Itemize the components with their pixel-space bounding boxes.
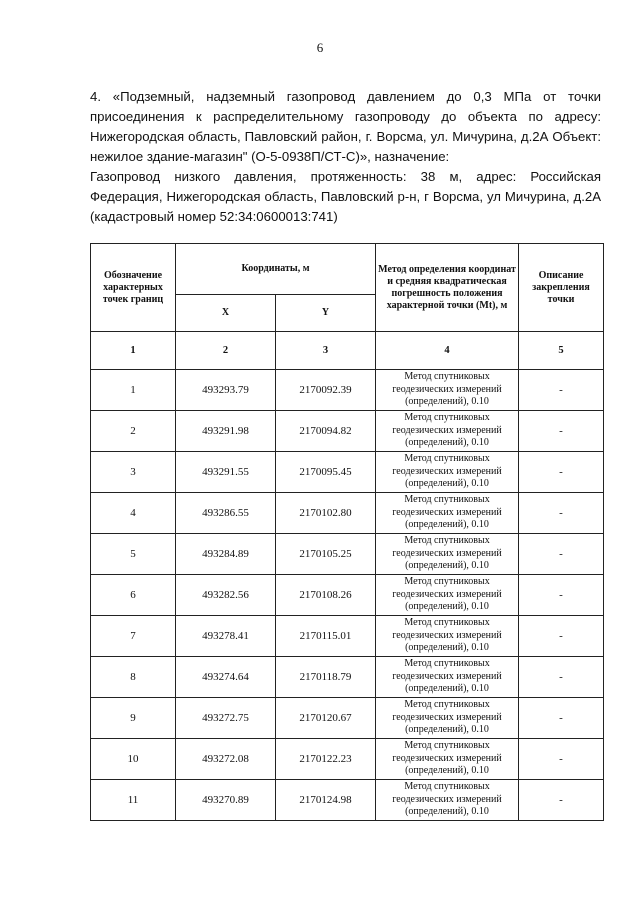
table-row [91,780,604,821]
coordinates-table [90,243,604,821]
header-y: Y [276,295,376,332]
point-cell: 1 [91,370,176,411]
method-cell: Метод спутниковых геодезических измерений (определений), 0.10 [376,534,519,575]
x-coordinate-cell: 493278.41 [176,616,276,657]
intro-paragraph-pipeline: Газопровод низкого давления, протяженность: 38 м, адрес: Российская Федерация, Нижегородская область, Павловский р-н, г Ворсма, ул Мичурина, д.2А (кадастровый номер 52:34:0600013:741) [90,169,601,224]
point-cell: 11 [91,780,176,821]
point-cell: 2 [91,411,176,452]
table-row [91,657,604,698]
header-x: X [176,295,276,332]
x-coordinate-cell: 493272.75 [176,698,276,739]
method-cell: Метод спутниковых геодезических измерений (определений), 0.10 [376,616,519,657]
x-coordinate-cell: 493270.89 [176,780,276,821]
description-cell: - [519,411,604,452]
description-cell: - [519,575,604,616]
description-cell: - [519,534,604,575]
point-cell: 7 [91,616,176,657]
point-cell: 3 [91,452,176,493]
table-row [91,575,604,616]
description-cell: - [519,739,604,780]
method-cell: Метод спутниковых геодезических измерений (определений), 0.10 [376,452,519,493]
y-coordinate-cell: 2170108.26 [276,575,376,616]
header-designation: Обозначение характерных точек границ [91,244,176,332]
header-method: Метод определения координат и средняя квадратическая погрешность положения характерной точки (Mt), м [376,244,519,332]
column-number: 2 [176,332,276,370]
point-cell: 5 [91,534,176,575]
y-coordinate-cell: 2170115.01 [276,616,376,657]
table-row [91,698,604,739]
y-coordinate-cell: 2170124.98 [276,780,376,821]
method-cell: Метод спутниковых геодезических измерений (определений), 0.10 [376,698,519,739]
point-cell: 10 [91,739,176,780]
coordinates-table-container [90,243,603,821]
method-cell: Метод спутниковых геодезических измерений (определений), 0.10 [376,739,519,780]
point-cell: 9 [91,698,176,739]
y-coordinate-cell: 2170102.80 [276,493,376,534]
column-number-row [91,332,604,370]
page-number: 6 [316,40,324,55]
y-coordinate-cell: 2170092.39 [276,370,376,411]
y-coordinate-cell: 2170122.23 [276,739,376,780]
table-row [91,534,604,575]
y-coordinate-cell: 2170120.67 [276,698,376,739]
method-cell: Метод спутниковых геодезических измерений (определений), 0.10 [376,657,519,698]
description-cell: - [519,616,604,657]
description-cell: - [519,698,604,739]
description-cell: - [519,780,604,821]
table-row [91,370,604,411]
method-cell: Метод спутниковых геодезических измерений (определений), 0.10 [376,370,519,411]
column-number: 4 [376,332,519,370]
x-coordinate-cell: 493282.56 [176,575,276,616]
table-row [91,739,604,780]
header-description: Описание закрепления точки [519,244,604,332]
x-coordinate-cell: 493291.98 [176,411,276,452]
method-cell: Метод спутниковых геодезических измерений (определений), 0.10 [376,575,519,616]
column-number: 3 [276,332,376,370]
method-cell: Метод спутниковых геодезических измерений (определений), 0.10 [376,493,519,534]
column-number: 5 [519,332,604,370]
description-cell: - [519,370,604,411]
table-row [91,493,604,534]
document-intro [90,87,601,227]
y-coordinate-cell: 2170118.79 [276,657,376,698]
intro-paragraph-object: 4. «Подземный, надземный газопровод давлением до 0,3 МПа от точки присоединения к распределительному газопроводу до объекта по адресу: Нижегородская область, Павловский район, г. Ворсма, ул. Мичурина, д.2А Объект: нежилое здание-магазин" (О-5-0938П/СТ-С)», назначение: [90,89,601,164]
table-row [91,616,604,657]
table-row [91,411,604,452]
y-coordinate-cell: 2170105.25 [276,534,376,575]
x-coordinate-cell: 493291.55 [176,452,276,493]
description-cell: - [519,493,604,534]
method-cell: Метод спутниковых геодезических измерений (определений), 0.10 [376,411,519,452]
table-row [91,452,604,493]
description-cell: - [519,452,604,493]
method-cell: Метод спутниковых геодезических измерений (определений), 0.10 [376,780,519,821]
y-coordinate-cell: 2170094.82 [276,411,376,452]
point-cell: 4 [91,493,176,534]
point-cell: 6 [91,575,176,616]
y-coordinate-cell: 2170095.45 [276,452,376,493]
table-body [91,332,604,821]
point-cell: 8 [91,657,176,698]
column-number: 1 [91,332,176,370]
x-coordinate-cell: 493286.55 [176,493,276,534]
x-coordinate-cell: 493272.08 [176,739,276,780]
description-cell: - [519,657,604,698]
x-coordinate-cell: 493293.79 [176,370,276,411]
x-coordinate-cell: 493284.89 [176,534,276,575]
header-coordinates: Координаты, м [176,244,376,295]
x-coordinate-cell: 493274.64 [176,657,276,698]
